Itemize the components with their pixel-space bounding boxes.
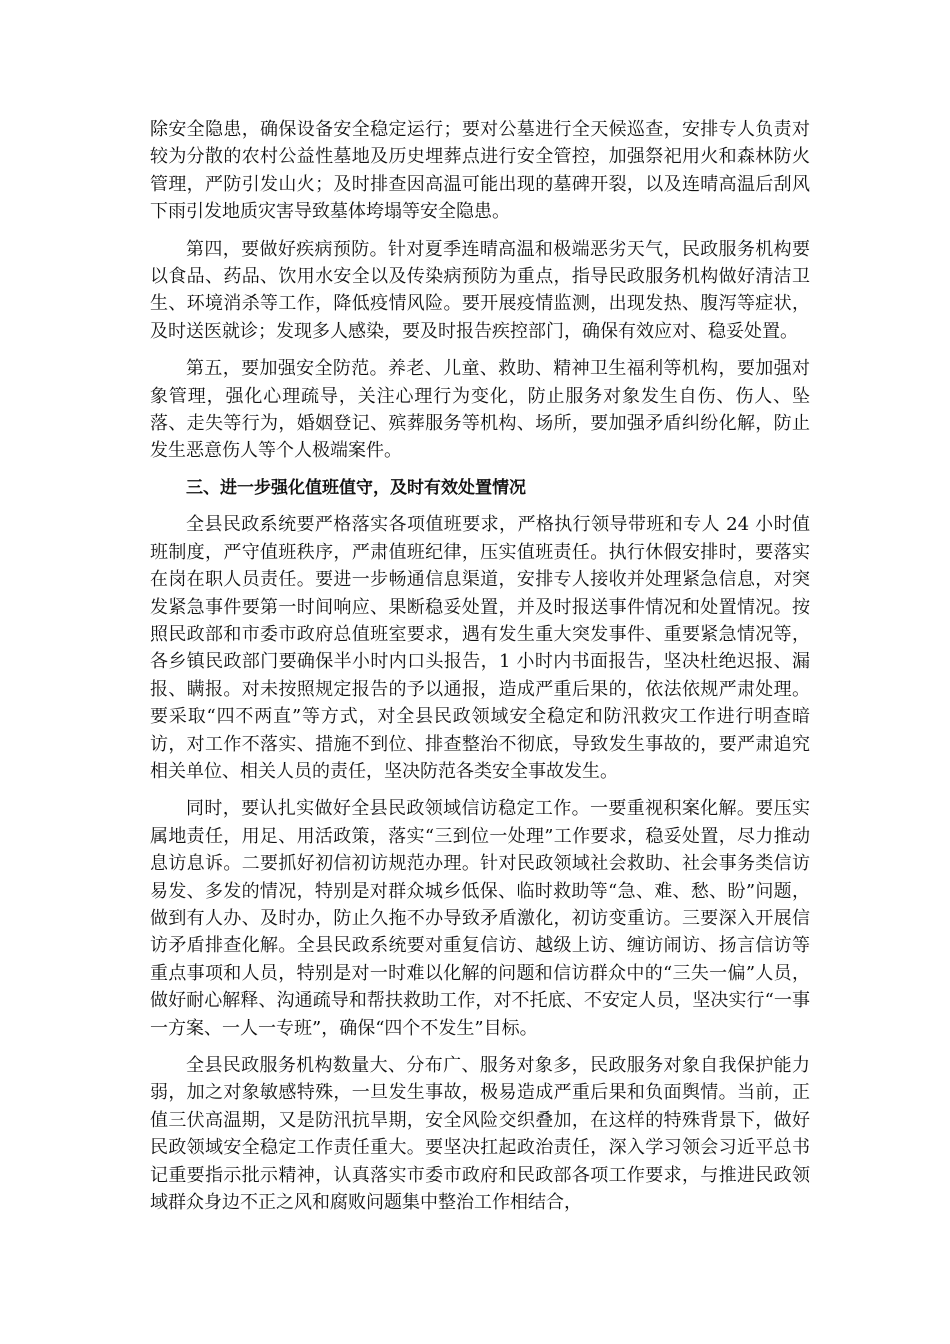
- paragraph-petition-stability: 同时，要认扎实做好全县民政领域信访稳定工作。一要重视积案化解。要压实属地责任，用足、用活政策，落实“三到位一处理”工作要求，稳妥处置，尽力推动息访息诉。二要抓好初信初访规范办理。针对民政领域社会救助、社会事务类信访易发、多发的情况，特别是对群众城乡低保、临时救助等“急、难、愁、盼”问题，做到有人办、及时办，防止久拖不办导致矛盾激化，初访变重访。三要深入开展信访矛盾排查化解。全县民政系统要对重复信访、越级上访、缠访闹访、扬言信访等重点事项和人员，特别是对一时难以化解的问题和信访群众中的“三失一偏”人员，做好耐心解释、沟通疏导和帮扶救助工作，对不托底、不安定人员，坚决实行“一事一方案、一人一专班”，确保“四个不发生”目标。: [150, 798, 810, 1039]
- paragraph-duty-requirements: 全县民政系统要严格落实各项值班要求，严格执行领导带班和专人 24 小时值班制度，严守值班秩序，严肃值班纪律，压实值班责任。执行休假安排时，要落实在岗在职人员责任。要进一步畅通信息渠道，安排专人接收并处理紧急信息，对突发紧急事件要第一时间响应、果断稳妥处置，并及时报送事件情况和处置情况。按照民政部和市委市政府总值班室要求，遇有发生重大突发事件、重要紧急情况等，各乡镇民政部门要确保半小时内口头报告，1 小时内书面报告，坚决杜绝迟报、漏报、瞒报。对未按照规定报告的予以通报，造成严重后果的，依法依规严肃处理。要采取“四不两直”等方式，对全县民政领域安全稳定和防汛救灾工作进行明查暗访，对工作不落实、措施不到位、排查整治不彻底，导致发生事故的，要严肃追究相关单位、相关人员的责任，坚决防范各类安全事故发生。: [150, 514, 810, 782]
- paragraph-summary: 全县民政服务机构数量大、分布广、服务对象多，民政服务对象自我保护能力弱，加之对象敏感特殊，一旦发生事故，极易造成严重后果和负面舆情。当前，正值三伏高温期，又是防汛抗旱期，安全风险交织叠加，在这样的特殊背景下，做好民政领域安全稳定工作责任重大。要坚决扛起政治责任，深入学习领会习近平总书记重要指示批示精神，认真落实市委市政府和民政部各项工作要求，与推进民政领域群众身边不正之风和腐败问题集中整治工作相结合，: [150, 1055, 810, 1214]
- section-heading: 三、进一步强化值班值守，及时有效处置情况: [186, 477, 526, 498]
- paragraph-continued: 除安全隐患，确保设备安全稳定运行；要对公墓进行全天候巡查，安排专人负责对较为分散的农村公益性墓地及历史埋葬点进行安全管控，加强祭祀用火和森林防火管理，严防引发山火；及时排查因高温可能出现的墓碑开裂，以及连晴高温后刮风下雨引发地质灾害导致墓体垮塌等安全隐患。: [150, 119, 810, 223]
- paragraph-safety-precautions: 第五，要加强安全防范。养老、儿童、救助、精神卫生福利等机构，要加强对象管理，强化心理疏导，关注心理行为变化，防止服务对象发生自伤、伤人、坠落、走失等行为，婚姻登记、殡葬服务等机构、场所，要加强矛盾纠纷化解，防止发生恶意伤人等个人极端案件。: [150, 358, 810, 462]
- paragraph-disease-prevention: 第四，要做好疾病预防。针对夏季连晴高温和极端恶劣天气，民政服务机构要以食品、药品、饮用水安全以及传染病预防为重点，指导民政服务机构做好清洁卫生、环境消杀等工作，降低疫情风险。要开展疫情监测，出现发热、腹泻等症状，及时送医就诊；发现多人感染，要及时报告疾控部门，确保有效应对、稳妥处置。: [150, 238, 810, 342]
- document-body: [150, 116, 810, 1226]
